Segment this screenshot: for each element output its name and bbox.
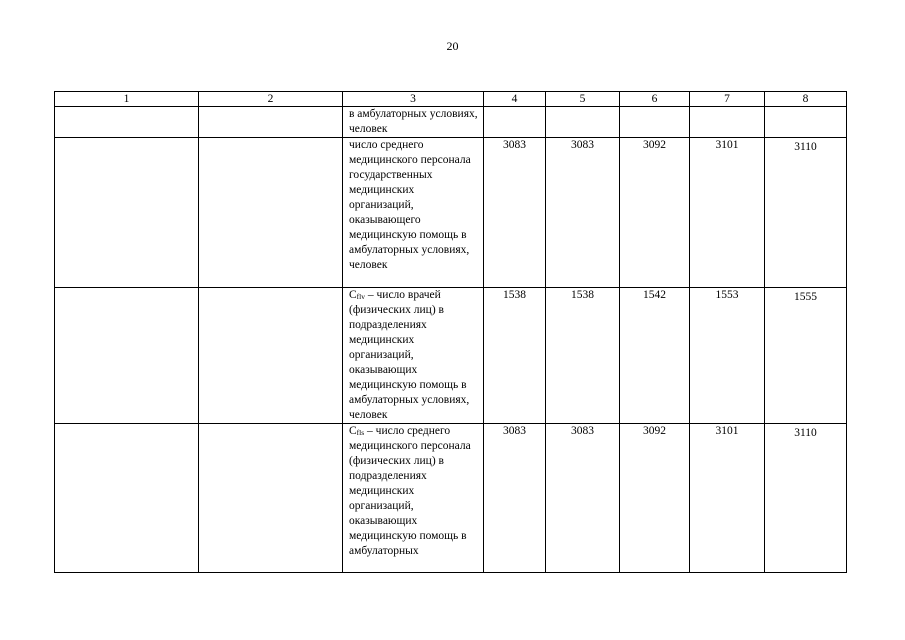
cell-value-5 [546,107,620,138]
cell-value-6 [620,107,690,138]
description-subscript: fls [356,428,365,437]
table-row [55,107,847,138]
cell-value-5: 3083 [546,424,620,573]
column-header-8: 8 [765,92,847,107]
cell-col2 [199,288,343,424]
description-text: – число врачей (физических лиц) в подразделениях медицинских организаций, оказывающих медицинскую помощь в амбулаторных условиях, человек [349,289,470,421]
cell-value-5: 1538 [546,288,620,424]
column-header-3: 3 [343,92,484,107]
description-text: число среднего медицинского персонала государственных медицинских организаций, оказывающего медицинскую помощь в амбулаторных условиях, человек [349,139,471,271]
cell-value-8: 3110 [765,424,847,573]
cell-col1 [55,107,199,138]
cell-description [343,288,484,424]
cell-description [343,138,484,288]
column-header-7: 7 [690,92,765,107]
cell-value-8 [765,107,847,138]
column-header-4: 4 [484,92,546,107]
cell-col1 [55,288,199,424]
cell-value-4 [484,107,546,138]
cell-value-6: 1542 [620,288,690,424]
table-row [55,288,847,424]
description-text: – число среднего медицинского персонала (физических лиц) в подразделениях медицинских организаций, оказывающих медицинскую помощь в амбулаторных [349,425,471,557]
page-number: 20 [446,39,459,53]
cell-value-8: 1555 [765,288,847,424]
cell-value-6: 3092 [620,424,690,573]
description-prefix: C [349,289,357,301]
table-row [55,424,847,573]
cell-value-4: 3083 [484,138,546,288]
cell-value-4: 3083 [484,424,546,573]
description-prefix: C [349,425,357,437]
cell-col1 [55,424,199,573]
column-header-5: 5 [546,92,620,107]
cell-description [343,107,484,138]
cell-value-5: 3083 [546,138,620,288]
cell-col2 [199,107,343,138]
cell-value-4: 1538 [484,288,546,424]
cell-value-7: 3101 [690,138,765,288]
cell-col2 [199,138,343,288]
cell-value-7 [690,107,765,138]
table-row [55,138,847,288]
cell-value-7: 1553 [690,288,765,424]
cell-col1 [55,138,199,288]
data-table [54,91,847,573]
cell-value-7: 3101 [690,424,765,573]
description-text: в амбулаторных условиях, человек [349,108,478,135]
cell-value-6: 3092 [620,138,690,288]
description-subscript: flv [356,292,366,301]
column-header-1: 1 [55,92,199,107]
column-header-6: 6 [620,92,690,107]
cell-value-8: 3110 [765,138,847,288]
cell-description [343,424,484,573]
cell-col2 [199,424,343,573]
column-header-2: 2 [199,92,343,107]
table-header-row [55,92,847,107]
